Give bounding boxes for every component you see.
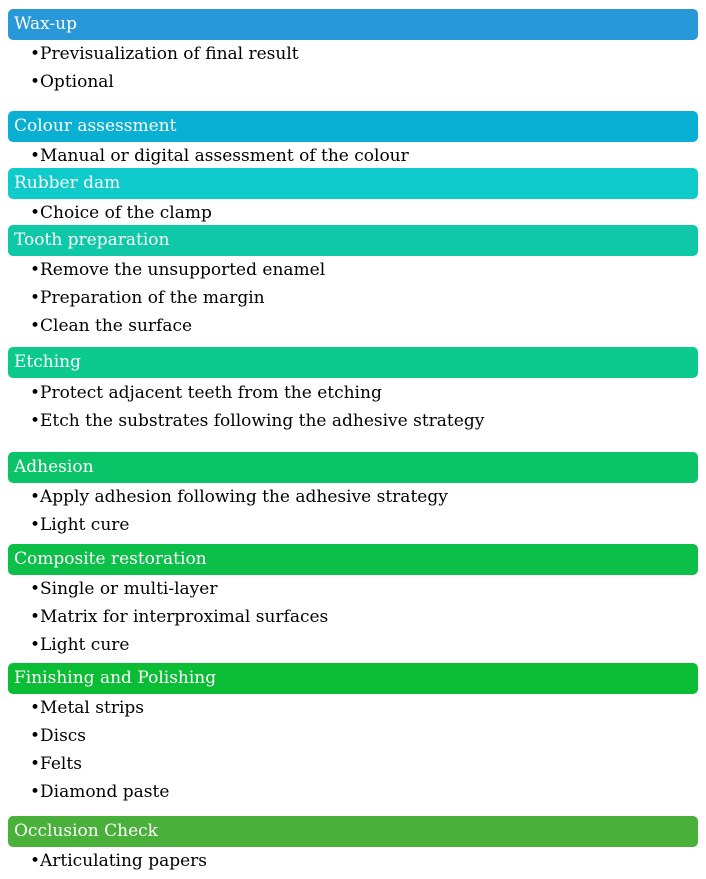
bullet-icon: • xyxy=(30,579,41,599)
step-item xyxy=(30,285,265,311)
step-item-text: Light cure xyxy=(40,635,130,655)
step-item xyxy=(30,723,86,749)
bullet-icon: • xyxy=(30,203,41,223)
step-item-text: Previsualization of final result xyxy=(40,44,299,64)
step-item-text: Articulating papers xyxy=(40,851,208,871)
step-item-text: Single or multi-layer xyxy=(40,579,218,599)
step-item-text: Preparation of the margin xyxy=(40,288,265,308)
step-header-composite-restoration: Composite restoration xyxy=(8,544,698,575)
bullet-icon: • xyxy=(30,316,41,336)
step-header-adhesion: Adhesion xyxy=(8,452,698,483)
step-item-text: Manual or digital assessment of the colour xyxy=(40,146,409,166)
step-item xyxy=(30,632,129,658)
bullet-icon: • xyxy=(30,260,41,280)
bullet-icon: • xyxy=(30,411,41,431)
step-item xyxy=(30,576,217,602)
bullet-icon: • xyxy=(30,698,41,718)
step-item xyxy=(30,69,114,95)
step-item-text: Remove the unsupported enamel xyxy=(40,260,326,280)
bullet-icon: • xyxy=(30,754,41,774)
bullet-icon: • xyxy=(30,851,41,871)
step-item xyxy=(30,143,409,169)
step-item xyxy=(30,313,192,339)
bullet-icon: • xyxy=(30,44,41,64)
step-item xyxy=(30,200,212,226)
step-item xyxy=(30,408,484,434)
step-item-text: Diamond paste xyxy=(40,782,170,802)
step-item-text: Discs xyxy=(40,726,87,746)
step-item-text: Clean the surface xyxy=(40,316,193,336)
step-header-tooth-preparation: Tooth preparation xyxy=(8,225,698,256)
bullet-icon: • xyxy=(30,72,41,92)
step-item-text: Etch the substrates following the adhesive strategy xyxy=(40,411,485,431)
bullet-icon: • xyxy=(30,635,41,655)
bullet-icon: • xyxy=(30,726,41,746)
step-item-text: Light cure xyxy=(40,515,130,535)
step-item xyxy=(30,380,382,406)
step-item xyxy=(30,604,328,630)
step-item-text: Choice of the clamp xyxy=(40,203,212,223)
step-item-text: Optional xyxy=(40,72,114,92)
bullet-icon: • xyxy=(30,383,41,403)
bullet-icon: • xyxy=(30,487,41,507)
bullet-icon: • xyxy=(30,782,41,802)
step-header-wax-up: Wax-up xyxy=(8,9,698,40)
step-item xyxy=(30,484,448,510)
bullet-icon: • xyxy=(30,146,41,166)
step-item-text: Metal strips xyxy=(40,698,145,718)
step-header-rubber-dam: Rubber dam xyxy=(8,168,698,199)
step-item xyxy=(30,257,325,283)
bullet-icon: • xyxy=(30,288,41,308)
step-header-finishing-and-polishing: Finishing and Polishing xyxy=(8,663,698,694)
bullet-icon: • xyxy=(30,515,41,535)
step-item xyxy=(30,751,82,777)
step-item-text: Protect adjacent teeth from the etching xyxy=(40,383,382,403)
step-item xyxy=(30,848,207,874)
step-item-text: Matrix for interproximal surfaces xyxy=(40,607,329,627)
bullet-icon: • xyxy=(30,607,41,627)
step-header-occlusion-check: Occlusion Check xyxy=(8,816,698,847)
step-item xyxy=(30,512,129,538)
step-item xyxy=(30,779,169,805)
step-header-etching: Etching xyxy=(8,347,698,378)
step-header-colour-assessment: Colour assessment xyxy=(8,111,698,142)
step-item-text: Apply adhesion following the adhesive strategy xyxy=(40,487,448,507)
step-item xyxy=(30,41,299,67)
step-item xyxy=(30,695,144,721)
step-item-text: Felts xyxy=(40,754,82,774)
